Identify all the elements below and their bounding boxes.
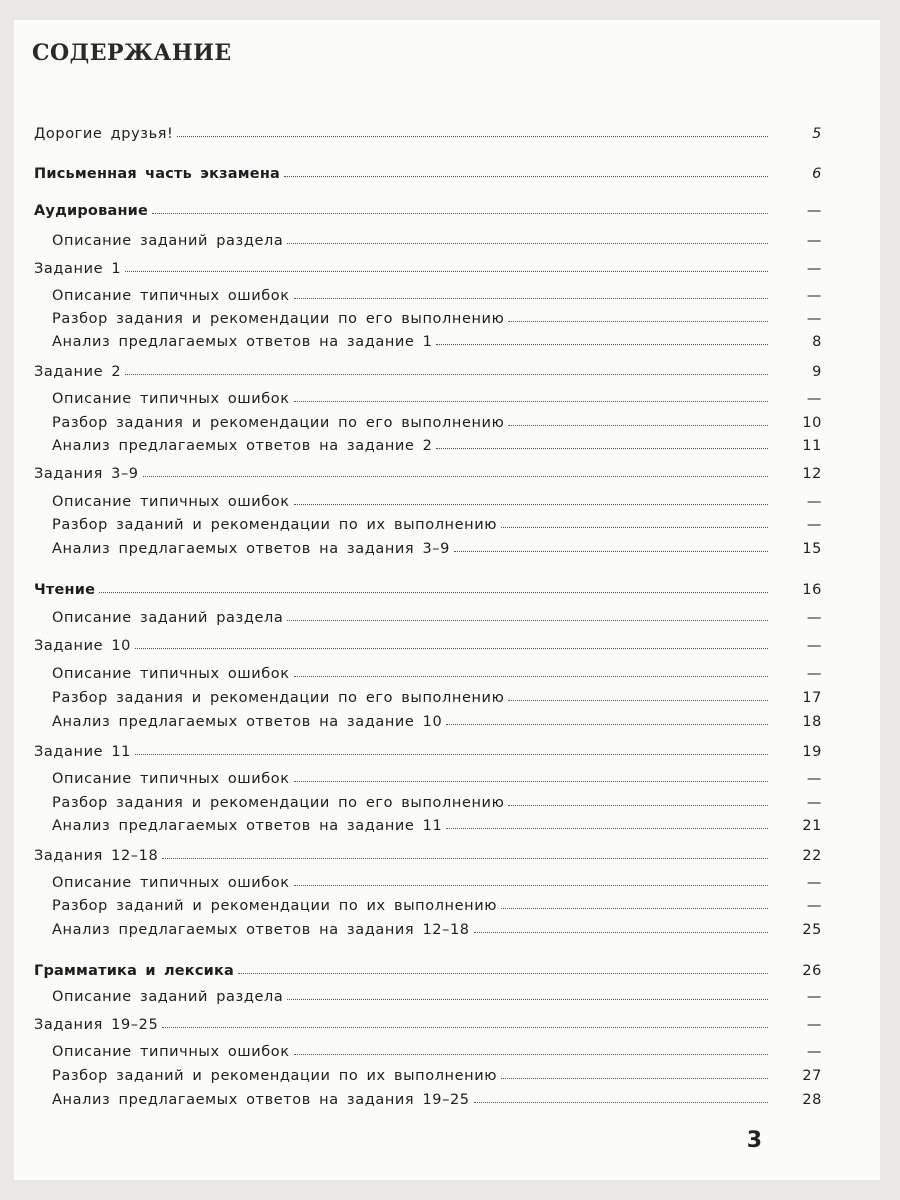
dot-leader (501, 1078, 768, 1079)
toc-entry-title: Описание типичных ошибок (52, 391, 290, 407)
toc-entry (52, 765, 822, 787)
dot-leader (152, 213, 768, 214)
dot-leader (294, 781, 768, 782)
dot-leader (143, 476, 768, 477)
toc-entry (52, 869, 822, 891)
toc-entry-title: Анализ предлагаемых ответов на задания 3–9 (52, 541, 450, 557)
toc-entry-title: Анализ предлагаемых ответов на задание 10 (52, 714, 443, 730)
toc-entry-page: 15 (802, 541, 822, 557)
toc-entry-title: Дорогие друзья! (34, 126, 174, 142)
dot-leader (125, 374, 768, 375)
dot-leader (125, 271, 768, 272)
toc-entry (52, 892, 822, 914)
toc-entry-title: Аудирование (34, 203, 149, 219)
toc-entry-title: Описание заданий раздела (52, 989, 284, 1005)
toc-entry (34, 120, 822, 142)
toc-entry-page: 27 (802, 1068, 822, 1084)
toc-entry (52, 511, 822, 533)
toc-entry-page: — (806, 1044, 822, 1060)
toc-entry-page: — (806, 311, 822, 327)
toc-entry (52, 1062, 822, 1084)
dot-leader (294, 1054, 768, 1055)
toc-entry-page: 28 (802, 1092, 822, 1108)
toc-entry (52, 812, 822, 834)
dot-leader (287, 243, 768, 244)
dot-leader (501, 527, 768, 528)
toc-entry-page: — (806, 666, 822, 682)
toc-entry (52, 1086, 822, 1108)
dot-leader (294, 676, 768, 677)
dot-leader (436, 344, 768, 345)
toc-entry-page: — (806, 989, 822, 1005)
toc-entry-title: Анализ предлагаемых ответов на задание 11 (52, 818, 443, 834)
toc-entry-page: — (806, 494, 822, 510)
toc-entry (34, 842, 822, 864)
toc-entry-title: Чтение (34, 582, 96, 598)
toc-entry-page: 6 (812, 166, 822, 182)
toc-entry (52, 535, 822, 557)
toc-entry-title: Задания 19–25 (34, 1017, 159, 1033)
toc-entry (52, 305, 822, 327)
dot-leader (287, 999, 768, 1000)
toc-entry (52, 282, 822, 304)
dot-leader (294, 401, 768, 402)
toc-entry-title: Задания 12–18 (34, 848, 159, 864)
dot-leader (454, 551, 768, 552)
toc-entry-title: Разбор заданий и рекомендации по их выполнению (52, 898, 498, 914)
page-title: СОДЕРЖАНИЕ (32, 40, 232, 66)
dot-leader (436, 448, 768, 449)
toc-entry (34, 738, 822, 760)
toc-entry-page: 17 (802, 690, 822, 706)
toc-entry-title: Анализ предлагаемых ответов на задание 1 (52, 334, 433, 350)
toc-entry-title: Описание типичных ошибок (52, 494, 290, 510)
toc-entry-page: — (806, 610, 822, 626)
toc-entry (52, 708, 822, 730)
toc-entry (34, 957, 822, 979)
dot-leader (501, 908, 768, 909)
dot-leader (284, 176, 768, 177)
toc-entry-title: Задание 10 (34, 638, 131, 654)
toc-entry-title: Разбор заданий и рекомендации по их выполнению (52, 517, 498, 533)
toc-entry (52, 684, 822, 706)
table-of-contents (14, 20, 880, 1180)
dot-leader (508, 321, 768, 322)
toc-entry-title: Описание типичных ошибок (52, 875, 290, 891)
dot-leader (508, 805, 768, 806)
toc-entry-title: Анализ предлагаемых ответов на задание 2 (52, 438, 433, 454)
toc-entry-title: Разбор задания и рекомендации по его выполнению (52, 311, 505, 327)
toc-entry-page: 16 (802, 582, 822, 598)
toc-entry-title: Анализ предлагаемых ответов на задания 12–18 (52, 922, 470, 938)
toc-entry-page: — (806, 638, 822, 654)
dot-leader (508, 425, 768, 426)
toc-entry (52, 604, 822, 626)
dot-leader (446, 724, 768, 725)
dot-leader (162, 858, 768, 859)
toc-entry-title: Грамматика и лексика (34, 963, 235, 979)
toc-entry-page: 11 (802, 438, 822, 454)
dot-leader (474, 1102, 768, 1103)
toc-entry-title: Описание заданий раздела (52, 233, 284, 249)
toc-entry-page: 9 (812, 364, 822, 380)
page-number: 3 (746, 1128, 762, 1153)
toc-entry (52, 385, 822, 407)
toc-entry-title: Задание 1 (34, 261, 122, 277)
toc-entry-title: Описание типичных ошибок (52, 1044, 290, 1060)
toc-entry (52, 983, 822, 1005)
dot-leader (508, 700, 768, 701)
dot-leader (294, 885, 768, 886)
toc-entry (34, 460, 822, 482)
toc-entry (52, 789, 822, 811)
toc-entry-page: — (806, 795, 822, 811)
toc-entry (52, 432, 822, 454)
toc-entry-page: — (806, 261, 822, 277)
toc-entry (34, 160, 822, 182)
dot-leader (135, 648, 768, 649)
toc-entry (34, 576, 822, 598)
toc-entry-title: Разбор задания и рекомендации по его выполнению (52, 795, 505, 811)
toc-entry-page: — (806, 517, 822, 533)
toc-entry-page: 26 (802, 963, 822, 979)
toc-entry-page: — (806, 233, 822, 249)
dot-leader (446, 828, 768, 829)
dot-leader (287, 620, 768, 621)
toc-entry-page: — (806, 391, 822, 407)
toc-entry-title: Задания 3–9 (34, 466, 139, 482)
toc-entry-page: — (806, 203, 822, 219)
toc-entry (34, 1011, 822, 1033)
dot-leader (294, 298, 768, 299)
toc-entry (52, 1038, 822, 1060)
dot-leader (135, 754, 768, 755)
toc-entry-title: Разбор задания и рекомендации по его выполнению (52, 415, 505, 431)
toc-entry-title: Описание заданий раздела (52, 610, 284, 626)
toc-entry-page: 5 (812, 126, 822, 142)
toc-entry (52, 328, 822, 350)
toc-entry (52, 488, 822, 510)
toc-entry-title: Описание типичных ошибок (52, 771, 290, 787)
toc-entry-title: Описание типичных ошибок (52, 288, 290, 304)
toc-entry-page: — (806, 771, 822, 787)
toc-entry-page: 25 (802, 922, 822, 938)
toc-entry-title: Анализ предлагаемых ответов на задания 19–25 (52, 1092, 470, 1108)
toc-entry-page: 22 (802, 848, 822, 864)
toc-entry-title: Описание типичных ошибок (52, 666, 290, 682)
toc-entry-title: Разбор заданий и рекомендации по их выполнению (52, 1068, 498, 1084)
toc-entry (34, 358, 822, 380)
dot-leader (177, 136, 768, 137)
toc-entry-title: Задание 2 (34, 364, 122, 380)
dot-leader (294, 504, 768, 505)
toc-entry-page: 8 (812, 334, 822, 350)
toc-entry-page: 10 (802, 415, 822, 431)
toc-entry-title: Задание 11 (34, 744, 131, 760)
toc-entry-page: 12 (802, 466, 822, 482)
toc-entry (34, 632, 822, 654)
toc-entry (52, 916, 822, 938)
toc-entry (52, 660, 822, 682)
toc-entry-page: — (806, 1017, 822, 1033)
toc-entry-title: Разбор задания и рекомендации по его выполнению (52, 690, 505, 706)
dot-leader (474, 932, 768, 933)
toc-entry-page: 19 (802, 744, 822, 760)
dot-leader (99, 592, 768, 593)
dot-leader (162, 1027, 768, 1028)
toc-entry (52, 409, 822, 431)
toc-entry (34, 197, 822, 219)
toc-entry (34, 255, 822, 277)
toc-entry-page: — (806, 288, 822, 304)
toc-entry-title: Письменная часть экзамена (34, 166, 281, 182)
dot-leader (238, 973, 768, 974)
book-page (14, 20, 880, 1180)
toc-entry-page: 21 (802, 818, 822, 834)
toc-entry-page: — (806, 875, 822, 891)
toc-entry-page: — (806, 898, 822, 914)
toc-entry (52, 227, 822, 249)
toc-entry-page: 18 (802, 714, 822, 730)
